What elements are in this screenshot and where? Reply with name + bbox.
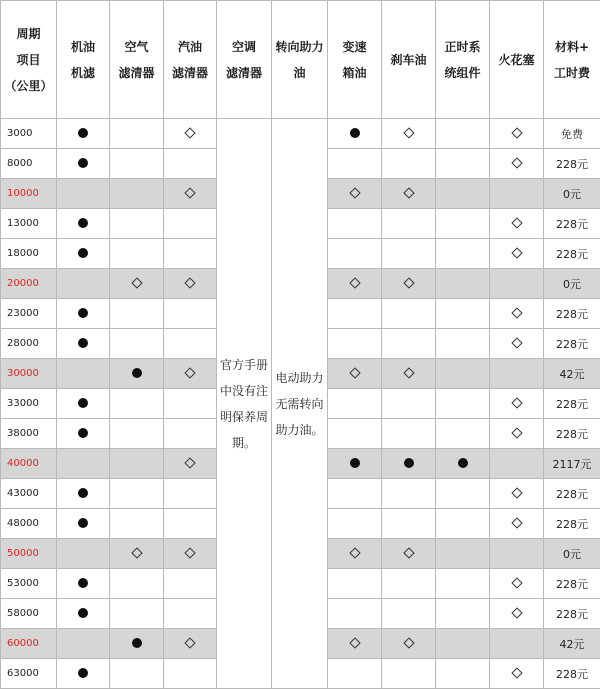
fuel-filter-cell (164, 419, 217, 449)
hollow-diamond-icon (403, 187, 414, 198)
fuel-filter-cell (164, 659, 217, 689)
header-line: 汽油 (164, 34, 216, 60)
timing-system-cell (436, 209, 490, 239)
hollow-diamond-icon (184, 637, 195, 648)
filled-circle-icon (78, 518, 88, 528)
cost-cell: 228元 (544, 329, 600, 359)
hollow-diamond-icon (349, 277, 360, 288)
filled-circle-icon (132, 638, 142, 648)
hollow-diamond-icon (349, 367, 360, 378)
timing-system-cell (436, 629, 490, 659)
filled-circle-icon (78, 488, 88, 498)
transmission-oil-cell (328, 479, 382, 509)
filled-circle-icon (78, 158, 88, 168)
header-line: 正时系 (436, 34, 489, 60)
power-steering-note (272, 119, 328, 689)
transmission-oil-cell (328, 179, 382, 209)
spark-plug-cell (490, 569, 544, 599)
fuel-filter-cell (164, 239, 217, 269)
header-line: 工时费 (544, 60, 600, 86)
km-cell: 63000 (1, 659, 57, 689)
header-air-filter (110, 1, 164, 119)
km-cell: 53000 (1, 569, 57, 599)
hollow-diamond-icon (511, 607, 522, 618)
filled-circle-icon (78, 428, 88, 438)
cost-cell: 228元 (544, 299, 600, 329)
fuel-filter-cell (164, 629, 217, 659)
header-line: 火花塞 (490, 47, 543, 73)
km-cell: 20000 (1, 269, 57, 299)
spark-plug-cell (490, 359, 544, 389)
hollow-diamond-icon (184, 277, 195, 288)
header-line: 机滤 (57, 60, 109, 86)
air-filter-cell (110, 479, 164, 509)
filled-circle-icon (78, 338, 88, 348)
filled-circle-icon (458, 458, 468, 468)
hollow-diamond-icon (511, 397, 522, 408)
brake-fluid-cell (382, 239, 436, 269)
air-filter-cell (110, 599, 164, 629)
km-cell: 33000 (1, 389, 57, 419)
cost-cell: 228元 (544, 599, 600, 629)
engine-oil-cell (57, 209, 110, 239)
hollow-diamond-icon (403, 637, 414, 648)
fuel-filter-cell (164, 509, 217, 539)
km-cell: 13000 (1, 209, 57, 239)
spark-plug-cell (490, 119, 544, 149)
km-cell: 50000 (1, 539, 57, 569)
header-line: 机油 (57, 34, 109, 60)
hollow-diamond-icon (511, 127, 522, 138)
note-line: 期。 (218, 430, 270, 456)
cost-cell: 228元 (544, 419, 600, 449)
fuel-filter-cell (164, 479, 217, 509)
header-line: 变速 (328, 34, 381, 60)
fuel-filter-cell (164, 149, 217, 179)
cost-cell: 0元 (544, 269, 600, 299)
hollow-diamond-icon (511, 427, 522, 438)
header-row (1, 1, 600, 119)
hollow-diamond-icon (511, 247, 522, 258)
km-cell: 28000 (1, 329, 57, 359)
engine-oil-cell (57, 269, 110, 299)
filled-circle-icon (350, 128, 360, 138)
header-period-km (1, 1, 57, 119)
brake-fluid-cell (382, 329, 436, 359)
hollow-diamond-icon (184, 187, 195, 198)
engine-oil-cell (57, 359, 110, 389)
spark-plug-cell (490, 599, 544, 629)
hollow-diamond-icon (131, 277, 142, 288)
cost-cell: 0元 (544, 539, 600, 569)
hollow-diamond-icon (184, 457, 195, 468)
hollow-diamond-icon (511, 577, 522, 588)
spark-plug-cell (490, 329, 544, 359)
brake-fluid-cell (382, 449, 436, 479)
header-ac-filter (217, 1, 272, 119)
cost-cell: 228元 (544, 209, 600, 239)
transmission-oil-cell (328, 209, 382, 239)
cost-cell: 0元 (544, 179, 600, 209)
fuel-filter-cell (164, 329, 217, 359)
hollow-diamond-icon (184, 127, 195, 138)
header-line: 滤清器 (110, 60, 163, 86)
header-line: 空调 (217, 34, 271, 60)
table-body (1, 119, 600, 689)
transmission-oil-cell (328, 509, 382, 539)
spark-plug-cell (490, 629, 544, 659)
brake-fluid-cell (382, 509, 436, 539)
fuel-filter-cell (164, 449, 217, 479)
spark-plug-cell (490, 449, 544, 479)
km-cell: 38000 (1, 419, 57, 449)
filled-circle-icon (78, 218, 88, 228)
brake-fluid-cell (382, 149, 436, 179)
air-filter-cell (110, 389, 164, 419)
transmission-oil-cell (328, 359, 382, 389)
timing-system-cell (436, 419, 490, 449)
note-line: 无需转向 (273, 391, 326, 417)
filled-circle-icon (78, 308, 88, 318)
air-filter-cell (110, 629, 164, 659)
hollow-diamond-icon (349, 547, 360, 558)
air-filter-cell (110, 299, 164, 329)
hollow-diamond-icon (349, 637, 360, 648)
engine-oil-cell (57, 569, 110, 599)
transmission-oil-cell (328, 149, 382, 179)
air-filter-cell (110, 509, 164, 539)
fuel-filter-cell (164, 359, 217, 389)
brake-fluid-cell (382, 209, 436, 239)
brake-fluid-cell (382, 629, 436, 659)
air-filter-cell (110, 179, 164, 209)
transmission-oil-cell (328, 539, 382, 569)
air-filter-cell (110, 419, 164, 449)
brake-fluid-cell (382, 539, 436, 569)
air-filter-cell (110, 329, 164, 359)
filled-circle-icon (78, 578, 88, 588)
engine-oil-cell (57, 659, 110, 689)
km-cell: 8000 (1, 149, 57, 179)
transmission-oil-cell (328, 389, 382, 419)
brake-fluid-cell (382, 389, 436, 419)
transmission-oil-cell (328, 629, 382, 659)
air-filter-cell (110, 269, 164, 299)
hollow-diamond-icon (403, 367, 414, 378)
spark-plug-cell (490, 509, 544, 539)
km-cell: 40000 (1, 449, 57, 479)
timing-system-cell (436, 599, 490, 629)
filled-circle-icon (78, 668, 88, 678)
transmission-oil-cell (328, 449, 382, 479)
spark-plug-cell (490, 179, 544, 209)
spark-plug-cell (490, 299, 544, 329)
brake-fluid-cell (382, 269, 436, 299)
brake-fluid-cell (382, 179, 436, 209)
filled-circle-icon (404, 458, 414, 468)
timing-system-cell (436, 479, 490, 509)
timing-system-cell (436, 569, 490, 599)
header-line: 项目 (1, 47, 56, 73)
fuel-filter-cell (164, 539, 217, 569)
header-timing-system (436, 1, 490, 119)
header-fuel-filter (164, 1, 217, 119)
air-filter-cell (110, 539, 164, 569)
engine-oil-cell (57, 179, 110, 209)
header-line: 空气 (110, 34, 163, 60)
spark-plug-cell (490, 419, 544, 449)
table-row (1, 119, 600, 149)
engine-oil-cell (57, 119, 110, 149)
hollow-diamond-icon (403, 547, 414, 558)
header-line: 滤清器 (217, 60, 271, 86)
engine-oil-cell (57, 509, 110, 539)
cost-cell: 42元 (544, 359, 600, 389)
engine-oil-cell (57, 299, 110, 329)
brake-fluid-cell (382, 359, 436, 389)
fuel-filter-cell (164, 299, 217, 329)
spark-plug-cell (490, 539, 544, 569)
spark-plug-cell (490, 239, 544, 269)
note-line: 助力油。 (273, 417, 326, 443)
transmission-oil-cell (328, 269, 382, 299)
transmission-oil-cell (328, 599, 382, 629)
header-line: 材料+ (544, 34, 600, 60)
timing-system-cell (436, 659, 490, 689)
air-filter-cell (110, 359, 164, 389)
cost-cell: 免费 (544, 119, 600, 149)
timing-system-cell (436, 539, 490, 569)
filled-circle-icon (132, 368, 142, 378)
note-line: 中没有注 (218, 378, 270, 404)
brake-fluid-cell (382, 479, 436, 509)
fuel-filter-cell (164, 179, 217, 209)
km-cell: 23000 (1, 299, 57, 329)
spark-plug-cell (490, 209, 544, 239)
cost-cell: 228元 (544, 659, 600, 689)
air-filter-cell (110, 239, 164, 269)
fuel-filter-cell (164, 569, 217, 599)
timing-system-cell (436, 239, 490, 269)
transmission-oil-cell (328, 119, 382, 149)
transmission-oil-cell (328, 569, 382, 599)
spark-plug-cell (490, 269, 544, 299)
hollow-diamond-icon (131, 547, 142, 558)
timing-system-cell (436, 269, 490, 299)
filled-circle-icon (78, 248, 88, 258)
transmission-oil-cell (328, 329, 382, 359)
header-line: 箱油 (328, 60, 381, 86)
header-line: （公里） (1, 73, 56, 99)
header-line: 油 (272, 60, 327, 86)
header-line: 周期 (1, 21, 56, 47)
timing-system-cell (436, 389, 490, 419)
engine-oil-cell (57, 239, 110, 269)
header-engine-oil-filter (57, 1, 110, 119)
hollow-diamond-icon (403, 127, 414, 138)
engine-oil-cell (57, 599, 110, 629)
hollow-diamond-icon (184, 367, 195, 378)
engine-oil-cell (57, 389, 110, 419)
cost-cell: 228元 (544, 239, 600, 269)
transmission-oil-cell (328, 299, 382, 329)
air-filter-cell (110, 209, 164, 239)
cost-cell: 228元 (544, 149, 600, 179)
air-filter-cell (110, 659, 164, 689)
header-brake-fluid (382, 1, 436, 119)
brake-fluid-cell (382, 119, 436, 149)
note-line: 官方手册 (218, 352, 270, 378)
cost-cell: 228元 (544, 569, 600, 599)
fuel-filter-cell (164, 389, 217, 419)
transmission-oil-cell (328, 419, 382, 449)
header-line: 统组件 (436, 60, 489, 86)
note-line: 电动助力 (273, 365, 326, 391)
km-cell: 43000 (1, 479, 57, 509)
cost-cell: 2117元 (544, 449, 600, 479)
cost-cell: 228元 (544, 509, 600, 539)
brake-fluid-cell (382, 299, 436, 329)
header-power-steering-oil (272, 1, 328, 119)
engine-oil-cell (57, 149, 110, 179)
spark-plug-cell (490, 149, 544, 179)
timing-system-cell (436, 179, 490, 209)
fuel-filter-cell (164, 119, 217, 149)
timing-system-cell (436, 299, 490, 329)
cost-cell: 228元 (544, 389, 600, 419)
cost-cell: 42元 (544, 629, 600, 659)
km-cell: 58000 (1, 599, 57, 629)
km-cell: 10000 (1, 179, 57, 209)
air-filter-cell (110, 149, 164, 179)
km-cell: 48000 (1, 509, 57, 539)
hollow-diamond-icon (511, 337, 522, 348)
air-filter-cell (110, 119, 164, 149)
engine-oil-cell (57, 329, 110, 359)
note-line: 明保养周 (218, 404, 270, 430)
filled-circle-icon (78, 398, 88, 408)
hollow-diamond-icon (511, 487, 522, 498)
spark-plug-cell (490, 659, 544, 689)
air-filter-cell (110, 449, 164, 479)
engine-oil-cell (57, 479, 110, 509)
hollow-diamond-icon (184, 547, 195, 558)
transmission-oil-cell (328, 239, 382, 269)
header-line: 转向助力 (272, 34, 327, 60)
ac-filter-note (217, 119, 272, 689)
spark-plug-cell (490, 479, 544, 509)
engine-oil-cell (57, 449, 110, 479)
fuel-filter-cell (164, 209, 217, 239)
header-transmission-oil (328, 1, 382, 119)
engine-oil-cell (57, 539, 110, 569)
filled-circle-icon (78, 128, 88, 138)
transmission-oil-cell (328, 659, 382, 689)
timing-system-cell (436, 149, 490, 179)
hollow-diamond-icon (511, 217, 522, 228)
hollow-diamond-icon (511, 157, 522, 168)
header-line: 刹车油 (382, 47, 435, 73)
hollow-diamond-icon (511, 667, 522, 678)
fuel-filter-cell (164, 599, 217, 629)
air-filter-cell (110, 569, 164, 599)
timing-system-cell (436, 359, 490, 389)
hollow-diamond-icon (511, 307, 522, 318)
timing-system-cell (436, 119, 490, 149)
km-cell: 3000 (1, 119, 57, 149)
hollow-diamond-icon (511, 517, 522, 528)
hollow-diamond-icon (349, 187, 360, 198)
header-material-labor-cost (544, 1, 600, 119)
hollow-diamond-icon (403, 277, 414, 288)
engine-oil-cell (57, 419, 110, 449)
brake-fluid-cell (382, 599, 436, 629)
spark-plug-cell (490, 389, 544, 419)
brake-fluid-cell (382, 419, 436, 449)
timing-system-cell (436, 329, 490, 359)
header-line: 滤清器 (164, 60, 216, 86)
filled-circle-icon (78, 608, 88, 618)
filled-circle-icon (350, 458, 360, 468)
timing-system-cell (436, 449, 490, 479)
engine-oil-cell (57, 629, 110, 659)
brake-fluid-cell (382, 659, 436, 689)
km-cell: 18000 (1, 239, 57, 269)
km-cell: 60000 (1, 629, 57, 659)
timing-system-cell (436, 509, 490, 539)
header-spark-plug (490, 1, 544, 119)
km-cell: 30000 (1, 359, 57, 389)
brake-fluid-cell (382, 569, 436, 599)
fuel-filter-cell (164, 269, 217, 299)
cost-cell: 228元 (544, 479, 600, 509)
